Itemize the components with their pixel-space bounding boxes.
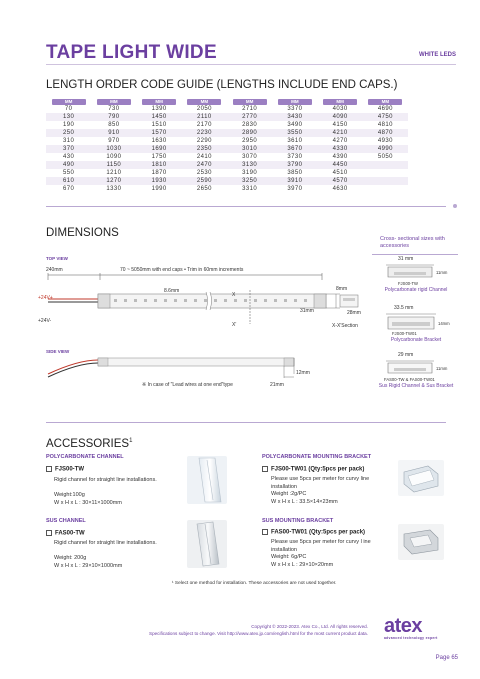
polycarbonate-bracket-photo — [398, 460, 444, 496]
length-cell: 3970 — [287, 186, 303, 192]
length-cell: 1510 — [151, 122, 167, 128]
table-row — [46, 161, 408, 169]
page-number: Page 65 — [435, 655, 458, 661]
cross-section-title: Cross- sectional sizes with accessories — [380, 236, 445, 249]
length-cell: 2710 — [242, 106, 258, 112]
length-cell: 1030 — [91, 145, 136, 153]
section-divider — [46, 206, 446, 207]
acc-1-section: POLYCARBONATE CHANNEL — [46, 454, 124, 460]
acc-4-size: W x H x L : 29×10×20mm — [271, 562, 334, 568]
acc-4-checkbox[interactable] — [262, 529, 268, 535]
length-cell: 2290 — [196, 138, 212, 144]
length-cell: 1930 — [137, 177, 182, 185]
length-cell: 4330 — [318, 145, 363, 153]
length-cell — [363, 177, 408, 185]
dim-8-label: 8mm — [336, 286, 348, 292]
length-cell: 1330 — [106, 186, 122, 192]
length-cell — [363, 169, 408, 177]
cross-1-height: 11mm — [436, 270, 448, 275]
length-cell: 190 — [63, 122, 75, 128]
length-cell: 3190 — [242, 170, 258, 176]
table-row — [46, 185, 408, 193]
length-cell: 4990 — [363, 145, 408, 153]
length-cell: 1570 — [137, 129, 182, 137]
length-cell: 1270 — [91, 177, 136, 185]
length-cell: 490 — [46, 161, 91, 169]
length-cell: 2410 — [196, 154, 212, 160]
cross-3-width: 29 mm — [398, 352, 414, 358]
length-cell: 3310 — [242, 186, 258, 192]
top-view-label: TOP VIEW — [46, 256, 68, 261]
length-cell: 730 — [108, 106, 120, 112]
length-cell: 1990 — [151, 186, 167, 192]
dim-28-label: 28mm — [347, 310, 361, 316]
length-cell: 370 — [46, 145, 91, 153]
column-header-mm: MM — [318, 98, 363, 105]
length-cell — [363, 185, 408, 193]
lead-wire-note: ※ In case of "Lead wires at one end"type — [142, 382, 233, 388]
length-cell: 70 — [64, 106, 73, 112]
x-marker: X — [232, 292, 236, 298]
cross-divider — [372, 254, 458, 255]
length-cell: 2830 — [242, 122, 258, 128]
table-row — [46, 121, 408, 129]
length-cell: 3790 — [272, 161, 317, 169]
length-cell: 4090 — [318, 113, 363, 121]
side-view-label: SIDE VIEW — [46, 349, 70, 354]
acc-3-desc: Rigid channel for straight line installations. — [54, 540, 157, 546]
length-cell: 3910 — [272, 177, 317, 185]
length-cell: 2590 — [182, 177, 227, 185]
polycarbonate-channel-photo — [187, 456, 227, 504]
length-cell: 4630 — [332, 186, 348, 192]
dim-31-label: 31mm — [300, 308, 314, 314]
length-cell: 4210 — [318, 129, 363, 137]
length-cell: 4510 — [332, 170, 348, 176]
length-cell: 910 — [91, 129, 136, 137]
length-cell: 850 — [108, 122, 120, 128]
length-cell: 4870 — [363, 129, 408, 137]
acc-2-section: POLYCARBONATE MOUNTING BRACKET — [262, 454, 372, 460]
top-view-drawing — [40, 272, 370, 342]
cross-1-width: 31 mm — [398, 256, 414, 262]
length-cell: 3550 — [272, 129, 317, 137]
sus-channel-photo — [187, 520, 227, 568]
length-cell: 610 — [46, 177, 91, 185]
section-divider-2 — [46, 422, 446, 423]
length-cell: 2650 — [196, 186, 212, 192]
length-cell: 3250 — [227, 177, 272, 185]
side-view-drawing — [40, 352, 300, 382]
length-cell: 4750 — [363, 113, 408, 121]
acc-1-desc: Rigid channel for straight line installations. — [54, 477, 157, 483]
length-cell — [363, 161, 408, 169]
column-header-mm: MM — [227, 98, 272, 105]
length-cell: 4390 — [332, 154, 348, 160]
acc-4-name: FAS00-TW01 (Qty:5pcs per pack) — [262, 529, 365, 536]
page-title: TAPE LIGHT WIDE — [46, 42, 217, 63]
dim-range-label: 70 ~ 5050mm with end caps • Trim in 60mm increments — [120, 267, 244, 273]
acc-3-checkbox[interactable] — [46, 530, 52, 536]
divider-dot — [453, 204, 457, 208]
dim-86-label: 8.6mm — [164, 288, 180, 294]
length-cell: 2470 — [182, 161, 227, 169]
length-cell: 4450 — [318, 161, 363, 169]
length-cell: 1870 — [151, 170, 167, 176]
length-cell: 1210 — [106, 170, 122, 176]
length-guide-heading: LENGTH ORDER CODE GUIDE (LENGTHS INCLUDE END CAPS.) — [46, 79, 398, 91]
length-cell: 670 — [63, 186, 75, 192]
section-label: X-X'Section — [332, 323, 358, 329]
dimensions-heading: DIMENSIONS — [46, 227, 119, 239]
table-row — [46, 177, 408, 185]
length-cell: 310 — [63, 138, 75, 144]
length-cell: 1150 — [91, 161, 136, 169]
column-header-mm: MM — [91, 98, 136, 105]
column-header-mm: MM — [363, 98, 408, 105]
dim-12-label: 12mm — [296, 370, 310, 376]
acc-1-name: FJS00-TW — [46, 466, 84, 473]
length-cell: 2530 — [196, 170, 212, 176]
length-cell: 430 — [63, 154, 75, 160]
cross-2-height: 14mm — [438, 321, 450, 326]
atex-logo: atex — [384, 615, 423, 637]
length-cell: 2950 — [242, 138, 258, 144]
acc-1-weight: Weight:100g — [54, 492, 85, 498]
column-header-mm: MM — [46, 98, 91, 105]
acc-3-weight: Weight: 200g — [54, 555, 87, 561]
length-cell: 2110 — [182, 113, 227, 121]
table-row — [46, 113, 408, 121]
acc-2-size: W x H x L : 33.5×14×23mm — [271, 499, 338, 505]
length-cell: 3070 — [242, 154, 258, 160]
copyright-text: Copyright © 2022-2023. Atex Co., Ltd. All rights reserved. — [251, 624, 368, 629]
length-cell: 3670 — [272, 145, 317, 153]
disclaimer-text: Specifications subject to change. Visit http://www.atex.jp.com/english.html for the most current product data. — [149, 631, 368, 636]
category-label: WHITE LEDS — [419, 52, 456, 58]
length-cell: 2770 — [227, 113, 272, 121]
column-header-mm: MM — [182, 98, 227, 105]
length-cell: 3130 — [227, 161, 272, 169]
length-cell: 2170 — [196, 122, 212, 128]
cross-2-name: Polycarbonate Bracket — [390, 337, 442, 343]
length-cell: 1750 — [151, 154, 167, 160]
length-cell: 4690 — [377, 106, 393, 112]
length-cell: 3370 — [287, 106, 303, 112]
acc-1-size: W x H x L : 30×11×1000mm — [54, 500, 122, 506]
length-cell: 2230 — [182, 129, 227, 137]
sus-bracket-photo — [398, 524, 444, 560]
length-cell: 970 — [108, 138, 120, 144]
length-cell: 1810 — [137, 161, 182, 169]
acc-3-size: W x H x L : 29×10×1000mm — [54, 563, 123, 569]
length-cell: 790 — [91, 113, 136, 121]
cross-1-code: FJS00-TW — [398, 281, 419, 286]
acc-3-section: SUS CHANNEL — [46, 518, 86, 524]
length-cell: 4150 — [332, 122, 348, 128]
dim-21-label: 21mm — [270, 382, 284, 388]
length-cell: 4570 — [318, 177, 363, 185]
length-cell: 4030 — [332, 106, 348, 112]
length-cell: 4930 — [377, 138, 393, 144]
length-cell: 1630 — [151, 138, 167, 144]
table-row — [46, 169, 408, 177]
length-cell: 3010 — [227, 145, 272, 153]
acc-2-checkbox[interactable] — [262, 466, 268, 472]
cross-1-name: Polycarbonate rigid Channel — [384, 287, 448, 293]
length-cell: 550 — [63, 170, 75, 176]
acc-2-weight: Weight :2g/PC — [271, 491, 307, 497]
title-underline — [46, 64, 456, 65]
acc-2-name: FJS00-TW01 (Qty:5pcs per pack) — [262, 466, 364, 473]
length-cell: 130 — [46, 113, 91, 121]
cross-2-width: 33.5 mm — [394, 305, 414, 311]
cross-3-code: FAS00-TW & FAS00-TW01 — [384, 377, 435, 382]
length-cell: 2890 — [227, 129, 272, 137]
accessories-heading: ACCESSORIES$^1$ — [46, 438, 133, 450]
plus-voltage-label: +24V+ — [38, 295, 53, 301]
acc-1-checkbox[interactable] — [46, 466, 52, 472]
acc-4-section: SUS MOUNTING BRACKET — [262, 518, 334, 524]
atex-logo-tagline: advanced technology expert — [384, 636, 438, 640]
accessories-footnote: ¹ Select one method for installation. These accessories are not used together. — [172, 581, 337, 586]
acc-4-desc: Please use 5pcs per meter for curvy l ine installation — [271, 539, 371, 553]
table-row — [46, 153, 408, 161]
length-cell: 250 — [46, 129, 91, 137]
length-order-table — [46, 98, 408, 193]
length-cell: 3850 — [287, 170, 303, 176]
table-row — [46, 137, 408, 145]
length-cell: 1690 — [137, 145, 182, 153]
table-row — [46, 105, 408, 113]
cross-2-code: FJS00-TW01 — [392, 331, 417, 336]
length-cell: 1450 — [137, 113, 182, 121]
minus-voltage-label: +24V- — [38, 318, 52, 324]
length-cell: 3490 — [287, 122, 303, 128]
length-cell: 3610 — [287, 138, 303, 144]
acc-2-desc: Please use 5pcs per meter for curvy line installation — [271, 476, 370, 490]
length-cell: 2050 — [196, 106, 212, 112]
acc-4-weight: Weight: 6g/PC — [271, 554, 307, 560]
length-cell: 2350 — [182, 145, 227, 153]
dim-240-label: 240mm — [46, 267, 63, 273]
footer-copyright — [149, 623, 368, 637]
cross-3-height: 11mm — [436, 366, 448, 371]
length-cell: 1090 — [106, 154, 122, 160]
table-row — [46, 145, 408, 153]
x-prime-marker: X' — [232, 322, 237, 328]
column-header-mm: MM — [137, 98, 182, 105]
table-row — [46, 129, 408, 137]
length-cell: 3730 — [287, 154, 303, 160]
length-cell: 1390 — [151, 106, 167, 112]
length-cell: 4270 — [332, 138, 348, 144]
length-cell: 4810 — [377, 122, 393, 128]
length-cell: 3430 — [272, 113, 317, 121]
acc-3-name: FAS00-TW — [46, 530, 85, 537]
column-header-mm: MM — [272, 98, 317, 105]
cross-3-name: Sus Rigid Channel & Sus Bracket — [378, 383, 454, 389]
length-cell: 5050 — [377, 154, 393, 160]
